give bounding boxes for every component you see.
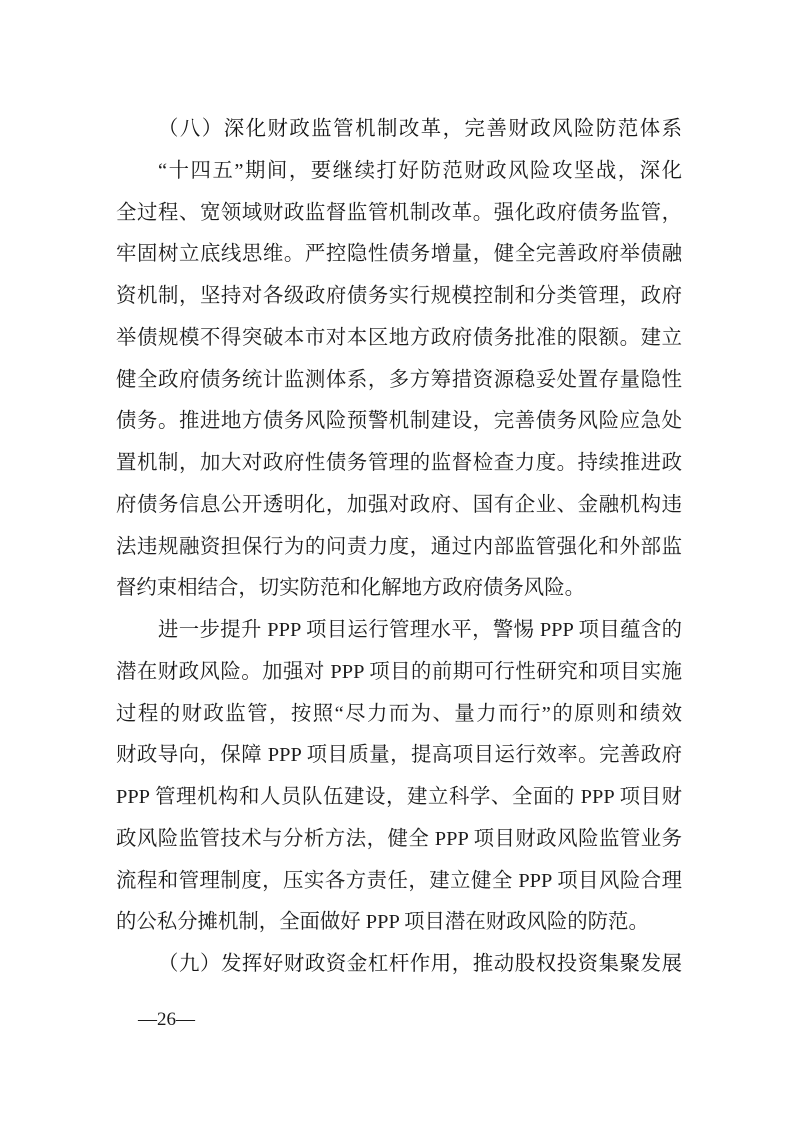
paragraph-1-line: 督约束相结合，切实防范和化解地方政府债务风险。	[116, 577, 585, 600]
body-text	[116, 109, 682, 986]
paragraph-1-line: “十四五”期间，要继续打好防范财政风险攻坚战，深化	[158, 159, 682, 182]
paragraph-1-line: 府债务信息公开透明化，加强对政府、国有企业、金融机构违	[116, 493, 682, 516]
paragraph-2-line: 的公私分摊机制，全面做好 PPP 项目潜在财政风险的防范。	[116, 911, 649, 934]
page-number: —26—	[138, 1009, 195, 1030]
paragraph-1-line: 置机制，加大对政府性债务管理的监督检查力度。持续推进政	[116, 452, 682, 474]
section-8-heading: （八）深化财政监管机制改革，完善财政风险防范体系	[158, 118, 682, 140]
paragraph-2-line: 流程和管理制度，压实各方责任，建立健全 PPP 项目风险合理	[116, 869, 682, 892]
paragraph-1-line: 举债规模不得突破本市对本区地方政府债务批准的限额。建立	[116, 326, 682, 349]
paragraph-1-line: 法违规融资担保行为的问责力度，通过内部监管强化和外部监	[116, 535, 682, 558]
paragraph-2-line: 政风险监管技术与分析方法，健全 PPP 项目财政风险监管业务	[116, 827, 682, 850]
paragraph-1-line: 牢固树立底线思维。严控隐性债务增量，健全完善政府举债融	[116, 243, 682, 266]
paragraph-1-line: 健全政府债务统计监测体系，多方筹措资源稳妥处置存量隐性	[116, 368, 682, 391]
paragraph-2-line: 潜在财政风险。加强对 PPP 项目的前期可行性研究和项目实施	[116, 660, 682, 683]
paragraph-1-line: 全过程、宽领域财政监督监管机制改革。强化政府债务监管，	[116, 201, 682, 224]
paragraph-2-line: 过程的财政监管，按照“尽力而为、量力而行”的原则和绩效	[116, 702, 682, 725]
paragraph-1-line: 债务。推进地方债务风险预警机制建设，完善债务风险应急处	[116, 410, 682, 433]
paragraph-1-line: 资机制，坚持对各级政府债务实行规模控制和分类管理，政府	[116, 285, 682, 307]
section-9-heading: （九）发挥好财政资金杠杆作用，推动股权投资集聚发展	[158, 953, 682, 975]
paragraph-2-line: PPP 管理机构和人员队伍建设，建立科学、全面的 PPP 项目财	[116, 786, 682, 808]
paragraph-2-line: 财政导向，保障 PPP 项目质量，提高项目运行效率。完善政府	[116, 744, 682, 767]
paragraph-2-line: 进一步提升 PPP 项目运行管理水平，警惕 PPP 项目蕴含的	[158, 619, 682, 641]
